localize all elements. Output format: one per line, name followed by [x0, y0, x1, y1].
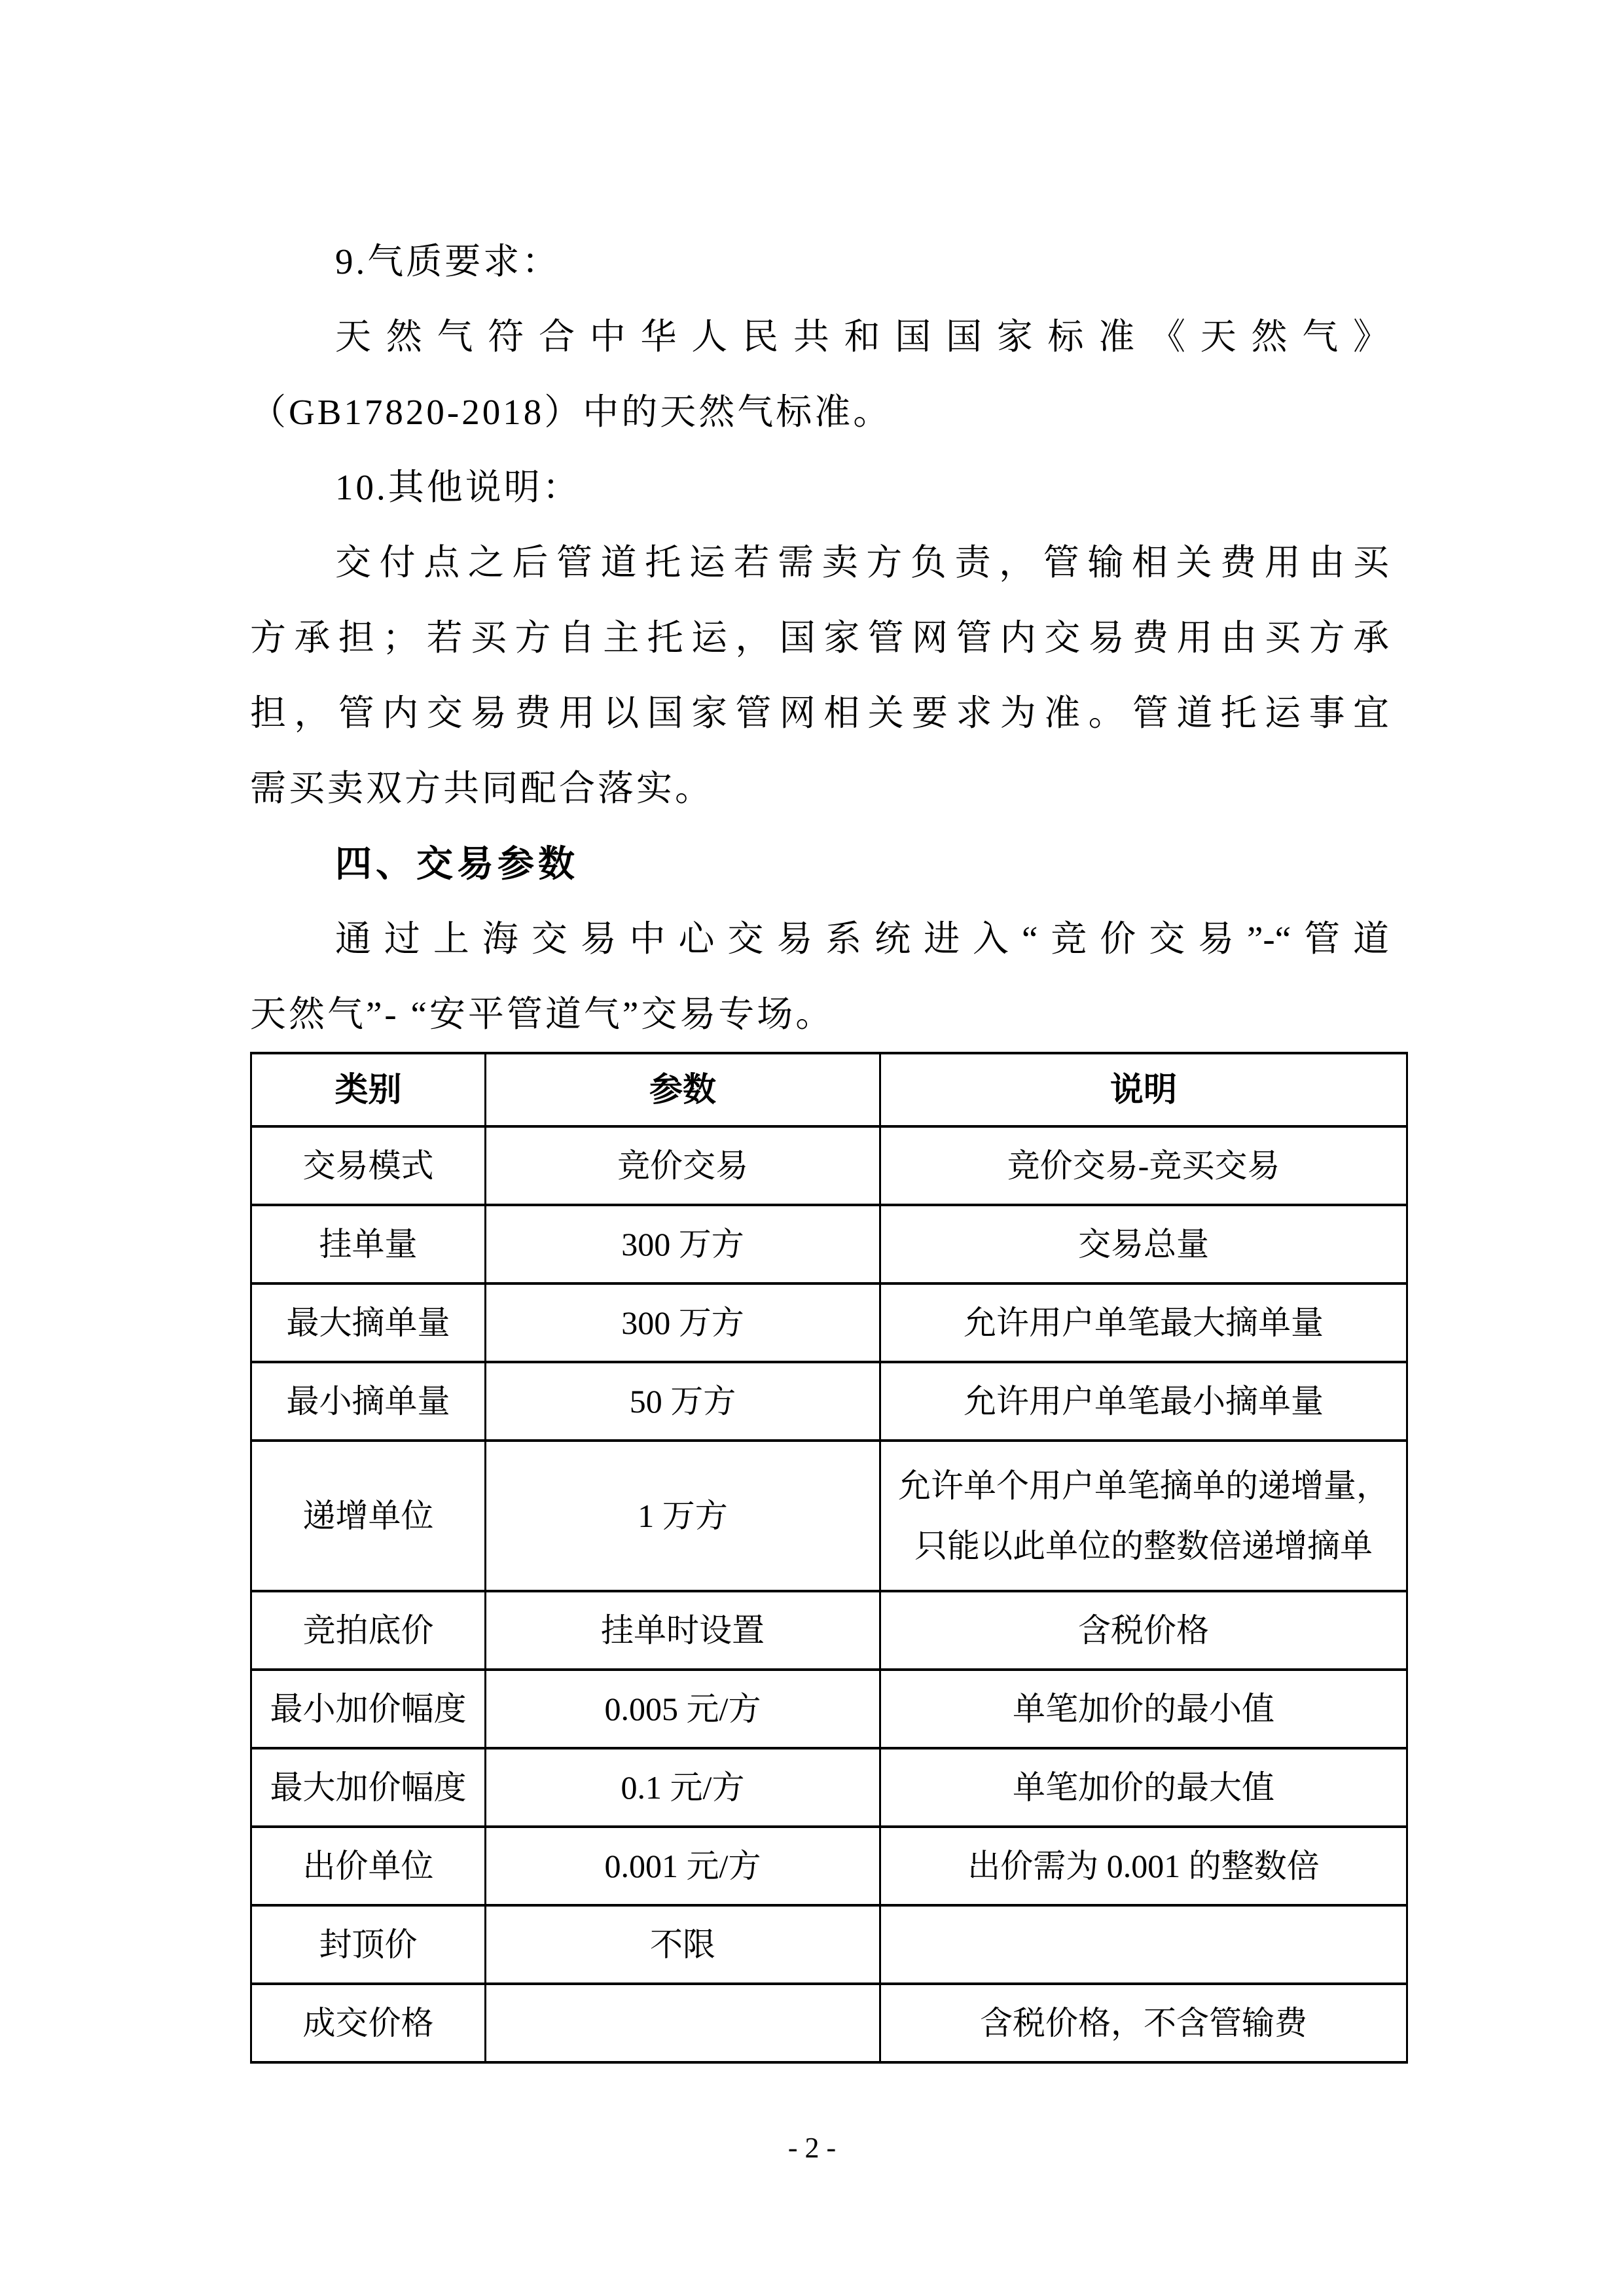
cell-category: 最小加价幅度: [251, 1670, 486, 1748]
paragraph-line: 担，管内交易费用以国家管网相关要求为准。管道托运事宜: [250, 693, 1389, 733]
table-row: [251, 1670, 1407, 1748]
table-row: [251, 1591, 1407, 1670]
item10-heading: 10.其他说明：: [335, 467, 581, 507]
table-row: [251, 1984, 1407, 2062]
cell-parameter: 不限: [486, 1905, 880, 1984]
table-row: [251, 1827, 1407, 1905]
cell-parameter: 300 万方: [486, 1205, 880, 1283]
cell-category: 出价单位: [251, 1827, 486, 1905]
cell-parameter: 0.005 元/方: [486, 1670, 880, 1748]
table-row: [251, 1748, 1407, 1827]
item9-heading: 9.气质要求：: [335, 242, 561, 281]
header-category: 类别: [251, 1053, 486, 1126]
cell-description: 出价需为 0.001 的整数倍: [880, 1827, 1407, 1905]
table-row: [251, 1441, 1407, 1591]
cell-description: 含税价格，不含管输费: [880, 1984, 1407, 2062]
cell-category: 最大加价幅度: [251, 1748, 486, 1827]
cell-category: 最大摘单量: [251, 1283, 486, 1362]
table-row: [251, 1905, 1407, 1984]
cell-description: 允许用户单笔最大摘单量: [880, 1283, 1407, 1362]
cell-description: 单笔加价的最大值: [880, 1748, 1407, 1827]
cell-parameter: 竞价交易: [486, 1126, 880, 1205]
table-header-row: [251, 1053, 1407, 1126]
cell-description: 竞价交易-竞买交易: [880, 1126, 1407, 1205]
cell-description: 含税价格: [880, 1591, 1407, 1670]
section4-heading: 四、交易参数: [335, 843, 579, 884]
paragraph-line: 方承担；若买方自主托运，国家管网管内交易费用由买方承: [250, 618, 1389, 658]
cell-parameter: 0.001 元/方: [486, 1827, 880, 1905]
cell-parameter: 300 万方: [486, 1283, 880, 1362]
cell-category: 挂单量: [251, 1205, 486, 1283]
cell-category: 成交价格: [251, 1984, 486, 2062]
page-content: [250, 224, 1389, 2064]
cell-description: 允许用户单笔最小摘单量: [880, 1362, 1407, 1441]
header-description: 说明: [880, 1053, 1407, 1126]
cell-description: 单笔加价的最小值: [880, 1670, 1407, 1748]
cell-parameter: 挂单时设置: [486, 1591, 880, 1670]
paragraph-line: 通过上海交易中心交易系统进入“竞价交易”-“管道: [335, 919, 1389, 959]
parameters-table: [250, 1052, 1408, 2064]
cell-parameter: 1 万方: [486, 1441, 880, 1591]
cell-parameter: [486, 1984, 880, 2062]
cell-description: [880, 1905, 1407, 1984]
cell-category: 竞拍底价: [251, 1591, 486, 1670]
cell-category: 封顶价: [251, 1905, 486, 1984]
paragraph-line: 交付点之后管道托运若需卖方负责，管输相关费用由买: [335, 543, 1389, 583]
cell-parameter: 0.1 元/方: [486, 1748, 880, 1827]
table-row: [251, 1362, 1407, 1441]
table-row: [251, 1283, 1407, 1362]
paragraph-line: （GB17820-2018）中的天然气标准。: [250, 392, 892, 432]
paragraph-line: 天然气符合中华人民共和国国家标准《天然气》: [335, 317, 1389, 357]
paragraph-line: 天然气”- “安平管道气”交易专场。: [250, 994, 835, 1034]
cell-category: 最小摘单量: [251, 1362, 486, 1441]
cell-parameter: 50 万方: [486, 1362, 880, 1441]
table-row: [251, 1205, 1407, 1283]
cell-category: 交易模式: [251, 1126, 486, 1205]
cell-description: 允许单个用户单笔摘单的递增量，只能以此单位的整数倍递增摘单: [880, 1441, 1407, 1591]
header-parameter: 参数: [486, 1053, 880, 1126]
paragraph-line: 需买卖双方共同配合落实。: [250, 768, 714, 808]
page-number: - 2 -: [787, 2132, 837, 2164]
cell-category: 递增单位: [251, 1441, 486, 1591]
table-row: [251, 1126, 1407, 1205]
cell-description: 交易总量: [880, 1205, 1407, 1283]
